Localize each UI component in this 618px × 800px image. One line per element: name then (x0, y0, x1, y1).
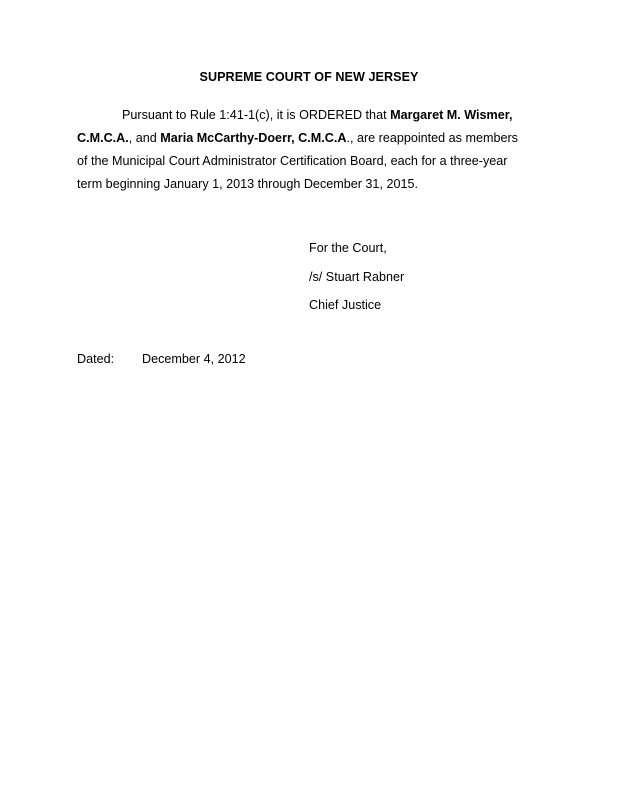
page-title: SUPREME COURT OF NEW JERSEY (199, 70, 419, 84)
dated-line (77, 352, 246, 366)
paragraph-text: Pursuant to Rule 1:41-1(c), it is ORDERED that (122, 108, 391, 122)
signature-name: /s/ Stuart Rabner (309, 270, 405, 284)
paragraph-text: ., are reappointed as members (346, 131, 518, 145)
paragraph-line-4: term beginning January 1, 2013 through December 31, 2015. (77, 177, 418, 191)
paragraph-text: , and (128, 131, 161, 145)
appointee-name: Maria McCarthy-Doerr, C.M.C.A (160, 131, 347, 145)
appointee-credential: C.M.C.A. (77, 131, 129, 145)
paragraph-line-2 (77, 127, 527, 150)
paragraph-line-3: of the Municipal Court Administrator Certification Board, each for a three-year (77, 154, 508, 168)
order-paragraph (77, 104, 527, 196)
appointee-name: Margaret M. Wismer, (390, 108, 513, 122)
signature-for-court: For the Court, (309, 241, 387, 255)
dated-label: Dated: (77, 352, 115, 366)
paragraph-line-1 (77, 104, 527, 127)
signature-title: Chief Justice (309, 298, 382, 312)
dated-value: December 4, 2012 (142, 352, 246, 366)
